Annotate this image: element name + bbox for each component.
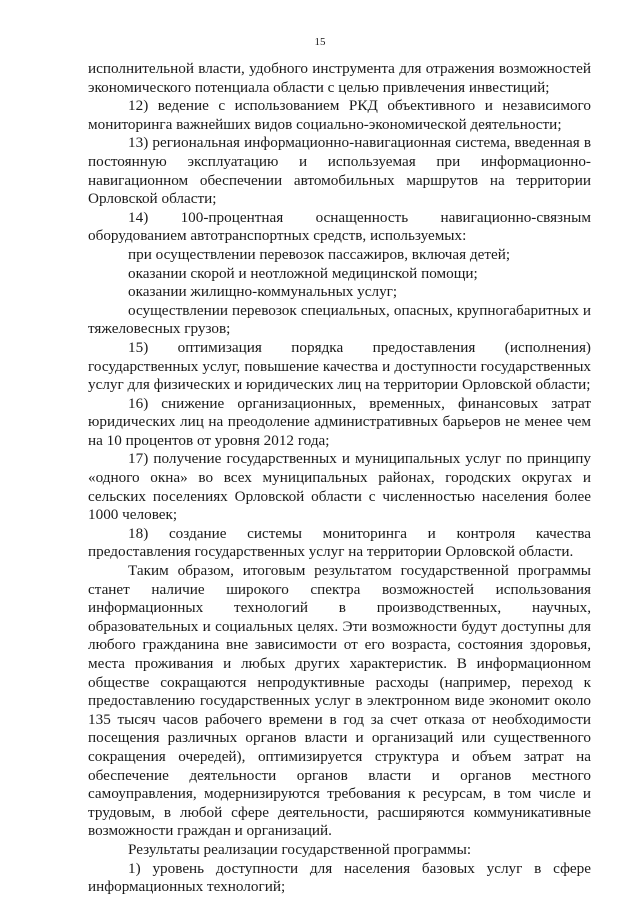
list-item: 17) получение государственных и муниципальных услуг по принципу «одного окна» во всех муниципальных районах, городских округах и сельских поселениях Орловской области с численностью населения более 1000 человек; <box>88 450 591 524</box>
sub-list-item: осуществлении перевозок специальных, опасных, крупногабаритных и тяжеловесных грузов; <box>88 301 591 338</box>
page-number: 15 <box>314 36 326 48</box>
sub-list-item: оказании жилищно-коммунальных услуг; <box>128 283 398 301</box>
summary-paragraph: Таким образом, итоговым результатом государственной программы станет наличие широкого спектра возможностей использования информационных технологий в производственных, научных, образовательных и социальных целях. Эти возможности будут доступны для любого гражданина вне зависимости от его возраста, состояния здоровья, места проживания и любых других характеристик. В информационном обществе сокращаются непродуктивные расходы (например, переход к предоставлению государственных услуг в электронном виде экономит около 135 тысяч часов рабочего времени в год за счет отказа от необходимости посещения различных органов власти и организаций или существенного сокращения очередей), оптимизируется структура и объем затрат на обеспечение деятельности органов власти и органов местного самоуправления, модернизируются требования к ресурсам, в том числе и трудовым, в любой сфере деятельности, расширяются коммуникативные возможности граждан и организаций. <box>88 562 591 840</box>
list-item: 14) 100-процентная оснащенность навигационно-связным оборудованием автотранспортных средств, используемых: <box>88 208 591 245</box>
list-item: 18) создание системы мониторинга и контроля качества предоставления государственных услуг на территории Орловской области. <box>88 524 591 561</box>
list-item: 13) региональная информационно-навигационная система, введенная в постоянную эксплуатацию и используемая при информационно-навигационном обеспечении автомобильных маршрутов на территории Орловской области; <box>88 134 591 208</box>
list-item: 16) снижение организационных, временных, финансовых затрат юридических лиц на преодоление административных барьеров не менее чем на 10 процентов от уровня 2012 года; <box>88 394 591 449</box>
list-item: 12) ведение с использованием РКД объективного и независимого мониторинга важнейших видов социально-экономической деятельности; <box>88 97 591 133</box>
sub-list-item: оказании скорой и неотложной медицинской помощи; <box>128 264 478 282</box>
paragraph: исполнительной власти, удобного инструмента для отражения возможностей экономического потенциала области с целью привлечения инвестиций; <box>88 60 591 96</box>
list-item: 15) оптимизация порядка предоставления (исполнения) государственных услуг, повышение качества и доступности государственных услуг для физических и юридических лиц на территории Орловской области; <box>88 338 591 394</box>
list-item: 1) уровень доступности для населения базовых услуг в сфере информационных технологий; <box>88 859 591 896</box>
document-body <box>88 60 591 897</box>
results-heading: Результаты реализации государственной программы: <box>128 840 472 858</box>
sub-list-item: при осуществлении перевозок пассажиров, включая детей; <box>128 245 511 263</box>
